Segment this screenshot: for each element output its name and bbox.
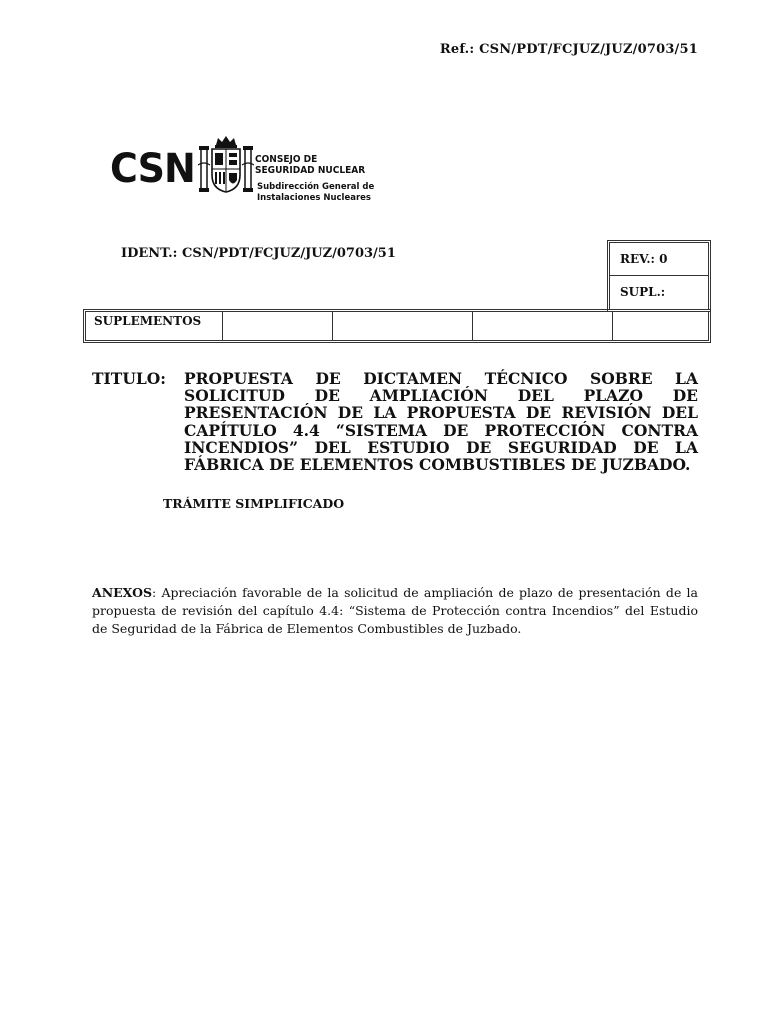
annexes-text: : Apreciación favorable de la solicitud de ampliación de plazo de presentación de la propuesta de revisión del capítulo 4.4: “Sistema de Protección contra Incendios” del Estudio de Seguridad de la Fábrica de Elementos Combustibles de Juzbado. (92, 585, 698, 636)
revision-label: REV.: 0 (610, 243, 708, 276)
procedure-type: TRÁMITE SIMPLIFICADO (163, 496, 345, 511)
identification-block (83, 240, 711, 343)
logo-sub-line-1: Subdirección General de (257, 182, 375, 192)
title-label: TITULO: (92, 369, 166, 388)
annexes-label: ANEXOS (92, 585, 153, 600)
supplement-label: SUPL.: (620, 285, 666, 299)
document-title: PROPUESTA DE DICTAMEN TÉCNICO SOBRE LA SOLICITUD DE AMPLIACIÓN DEL PLAZO DE PRESENTACIÓN DE LA PROPUESTA DE REVISIÓN DEL CAPÍTULO 4.4 “SISTEMA DE PROTECCIÓN CONTRA INCENDIOS” DEL ESTUDIO DE SEGURIDAD DE LA FÁBRICA DE ELEMENTOS COMBUSTIBLES DE JUZBADO. (184, 369, 698, 475)
document-reference: Ref.: CSN/PDT/FCJUZ/JUZ/0703/51 (439, 42, 698, 57)
logo-acronym: CSN (110, 146, 195, 192)
logo-name-line-2: SEGURIDAD NUCLEAR (255, 165, 366, 176)
revision-box (607, 240, 711, 312)
logo-sub-line-2: Instalaciones Nucleares (257, 193, 371, 203)
logo-subdivision (257, 182, 374, 204)
coat-of-arms-icon (198, 135, 254, 195)
supplement-cell (613, 312, 708, 340)
supplement-cell (473, 312, 613, 340)
ident-code: IDENT.: CSN/PDT/FCJUZ/JUZ/0703/51 (121, 246, 396, 261)
supplements-table (83, 309, 711, 343)
supplement-cell (223, 312, 333, 340)
logo-name-line-1: CONSEJO DE (255, 154, 318, 165)
annexes-paragraph (92, 584, 698, 638)
supplements-header: SUPLEMENTOS (86, 312, 223, 340)
supplement-cell (333, 312, 473, 340)
logo-organization-name (255, 154, 365, 176)
csn-logo (110, 135, 380, 210)
